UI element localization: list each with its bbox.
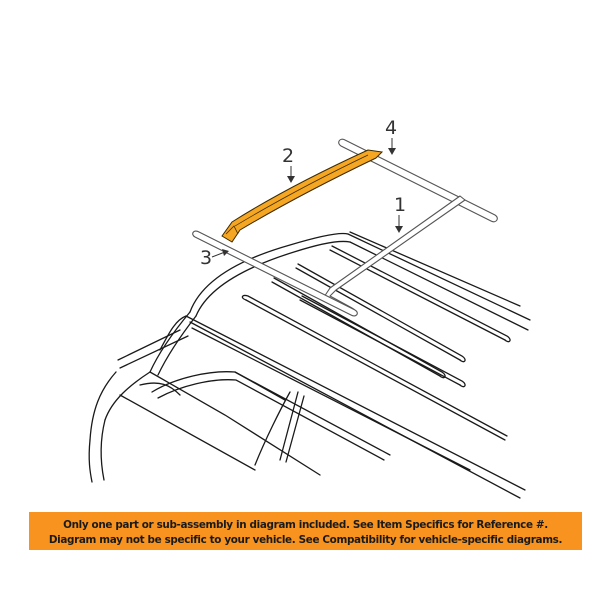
callout-2 <box>282 145 295 183</box>
highlighted-part-2 <box>222 150 382 242</box>
disclaimer-banner <box>29 512 582 550</box>
disclaimer-line-2: Diagram may not be specific to your vehicle. See Compatibility for vehicle-specific diagrams. <box>48 533 563 546</box>
callout-1 <box>394 194 406 233</box>
svg-text:1: 1 <box>394 194 407 216</box>
disclaimer-line-1: Only one part or sub-assembly in diagram included. See Item Specifics for Reference #. <box>63 518 548 531</box>
svg-text:2: 2 <box>282 145 295 167</box>
vehicle-roof-outline <box>89 232 530 498</box>
callout-3 <box>200 247 229 269</box>
callout-4 <box>385 117 397 155</box>
svg-text:3: 3 <box>200 247 213 269</box>
svg-text:4: 4 <box>385 117 398 139</box>
